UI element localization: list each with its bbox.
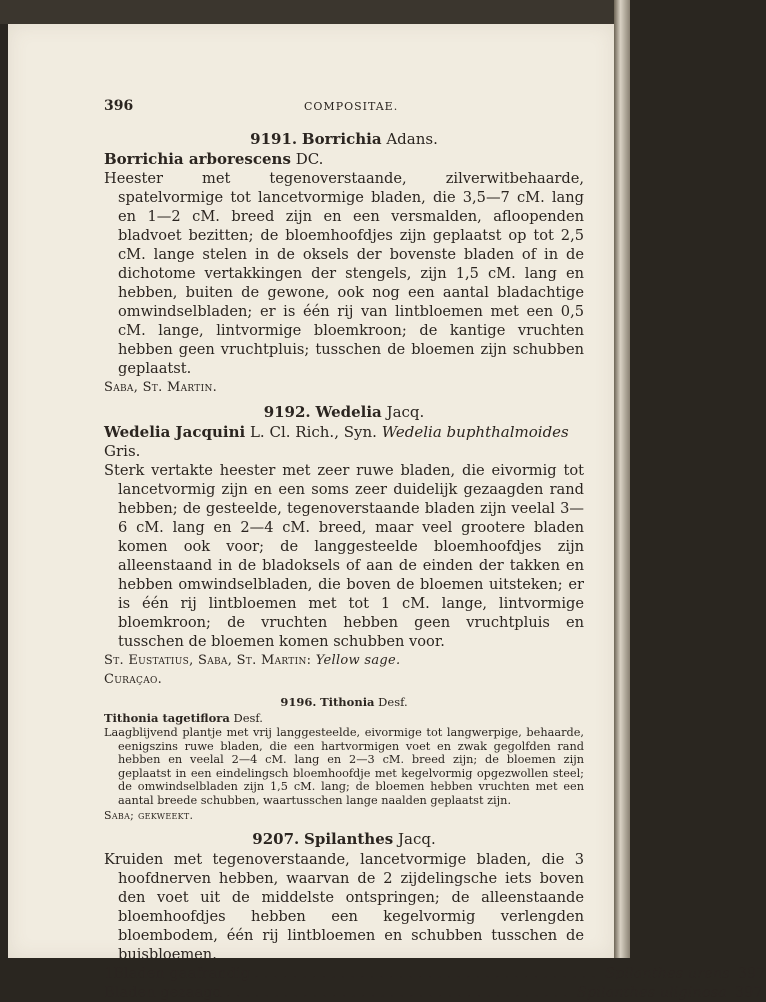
genus-number: 9191. <box>250 130 298 148</box>
species-name: Borrichia arborescens <box>104 150 291 168</box>
book-spine-edge <box>614 0 630 958</box>
localities: Saba, St. Martin. <box>104 380 218 395</box>
genus-author: Jacq. <box>397 829 436 848</box>
key-page-number: 397 <box>737 964 766 982</box>
key-text: Bladen gezaagd <box>104 983 222 1001</box>
running-head <box>104 98 584 124</box>
genus-heading <box>104 403 584 421</box>
genus-number: 9192. <box>263 403 311 421</box>
identification-key <box>104 964 766 1002</box>
species-author: DC. <box>295 150 324 168</box>
genus-name: Tithonia <box>320 695 375 709</box>
common-name: Yellow sage. <box>315 653 401 668</box>
localities <box>104 651 584 670</box>
species-description: Sterk vertakte heester met zeer ruwe bladen, die eivormig tot lancetvormig zijn en een soms zeer duidelijk gezaagden rand hebben; de gesteelde, tegenoverstaande bladen zijn veelal 3—6 cM. lang en 2—4 cM. breed, maar veel grootere bladen komen ook voor; de langgesteelde bloemhoofdjes zijn alleenstaand in de bladoksels of aan de einden der takken en hebben omwindselbladen, die boven de bloemen uitsteken; er is één rij lintbloemen met tot 1 cM. lange, lintvormige bloemkroon; de vruchten hebben geen vruchtpluis en tusschen de bloemen komen schubben voor. <box>104 462 584 650</box>
page-content <box>104 80 766 1002</box>
leader-dots: .................................... <box>253 964 601 982</box>
synonym-author: Gris. <box>104 442 141 460</box>
genus-number: 9196. <box>280 695 317 709</box>
genus-author: Desf. <box>378 695 408 709</box>
genus-name: Borrichia <box>301 130 382 148</box>
genus-author: Jacq. <box>386 403 425 421</box>
species-name: Tithonia tagetiflora <box>104 711 230 725</box>
species-description: Laagblijvend plantje met vrij langgesteelde, eivormige tot langwerpige, behaarde, eenigszins ruwe bladen, die een hartvormigen voet en zwak gegolfden rand hebben en veelal 2—4 cM. lang en 2—3 cM. breed zijn; de bloemen zijn geplaatst in een eindelingsch bloemhoofdje met kegelvormig opgezwollen steel; de omwindselbladen zijn 1,5 cM. lang; de bloemen hebben vruchten met een aantal breede schubben, waartusschen lange naalden geplaatst zijn. <box>104 726 584 807</box>
species-heading <box>104 423 584 461</box>
genus-heading <box>104 695 584 709</box>
key-row <box>104 983 763 1002</box>
synonym-name: Wedelia buphthalmoides <box>381 423 569 441</box>
species-description: Heester met tegenoverstaande, zilverwitbehaarde, spatelvormige tot lancetvormige bladen, die 3,5—7 cM. lang en 1—2 cM. breed zijn en een versmalden, afloopenden bladvoet bezitten; de bloemhoofdjes zijn geplaatst op tot 2,5 cM. lange stelen in de oksels der bovenste bladen of in de dichotome vertakkingen der stengels, zijn 1,5 cM. lang en hebben, buiten de gewone, ook nog een aantal bladachtige omwindselbladen; er is één rij van lintbloemen met een 0,5 cM. lange, lintvormige bloemkroon; de kantige vruchten hebben geen vruchtpluis; tusschen de bloemen zijn schubben geplaatst. <box>104 170 584 377</box>
genus-author: Adans. <box>386 130 438 148</box>
localities: Saba; gekweekt. <box>104 808 194 822</box>
species-name: Wedelia Jacquini <box>104 423 246 441</box>
entry-spilanthes <box>104 829 766 1002</box>
species-author: L. Cl. Rich., Syn. <box>249 423 377 441</box>
leader-dots: .................................... <box>225 983 573 1001</box>
species-heading <box>104 711 584 726</box>
entry-tithonia <box>104 695 584 824</box>
genus-heading <box>104 130 584 148</box>
entry-borrichia <box>104 130 584 397</box>
key-number: 1 <box>104 964 114 982</box>
page-number: 396 <box>104 98 134 114</box>
genus-name: Wedelia <box>315 403 382 421</box>
genus-description: Kruiden met tegenoverstaande, lancetvormige bladen, die 3 hoofdnerven hebben, waarvan de 2 zijdelingsche iets boven den voet uit de middelste ontspringen; de alleenstaande bloemhoofdjes hebben een kegelvormig verlengden bloembodem, één rij lintbloemen en schubben tusschen de buisbloemen. <box>104 850 584 963</box>
genus-heading <box>104 830 584 848</box>
genus-number: 9207. <box>252 829 300 848</box>
species-author: Desf. <box>233 711 263 725</box>
localities-2: Curaçao. <box>104 672 163 687</box>
genus-name: Spilanthes <box>304 829 394 848</box>
scan-top-edge <box>0 0 630 24</box>
key-page-number: 397 <box>734 983 763 1001</box>
key-text: Bladen gaafrandig <box>113 964 250 982</box>
key-species-name: Spilanthes uliginosa <box>576 983 727 1001</box>
localities-list: St. Eustatius, Saba, St. Martin: <box>104 653 312 668</box>
key-species-name: Spilanthes urens <box>605 964 730 982</box>
key-row <box>104 964 766 983</box>
entry-wedelia <box>104 403 584 689</box>
species-heading <box>104 150 584 169</box>
running-title: COMPOSITAE. <box>304 100 399 113</box>
